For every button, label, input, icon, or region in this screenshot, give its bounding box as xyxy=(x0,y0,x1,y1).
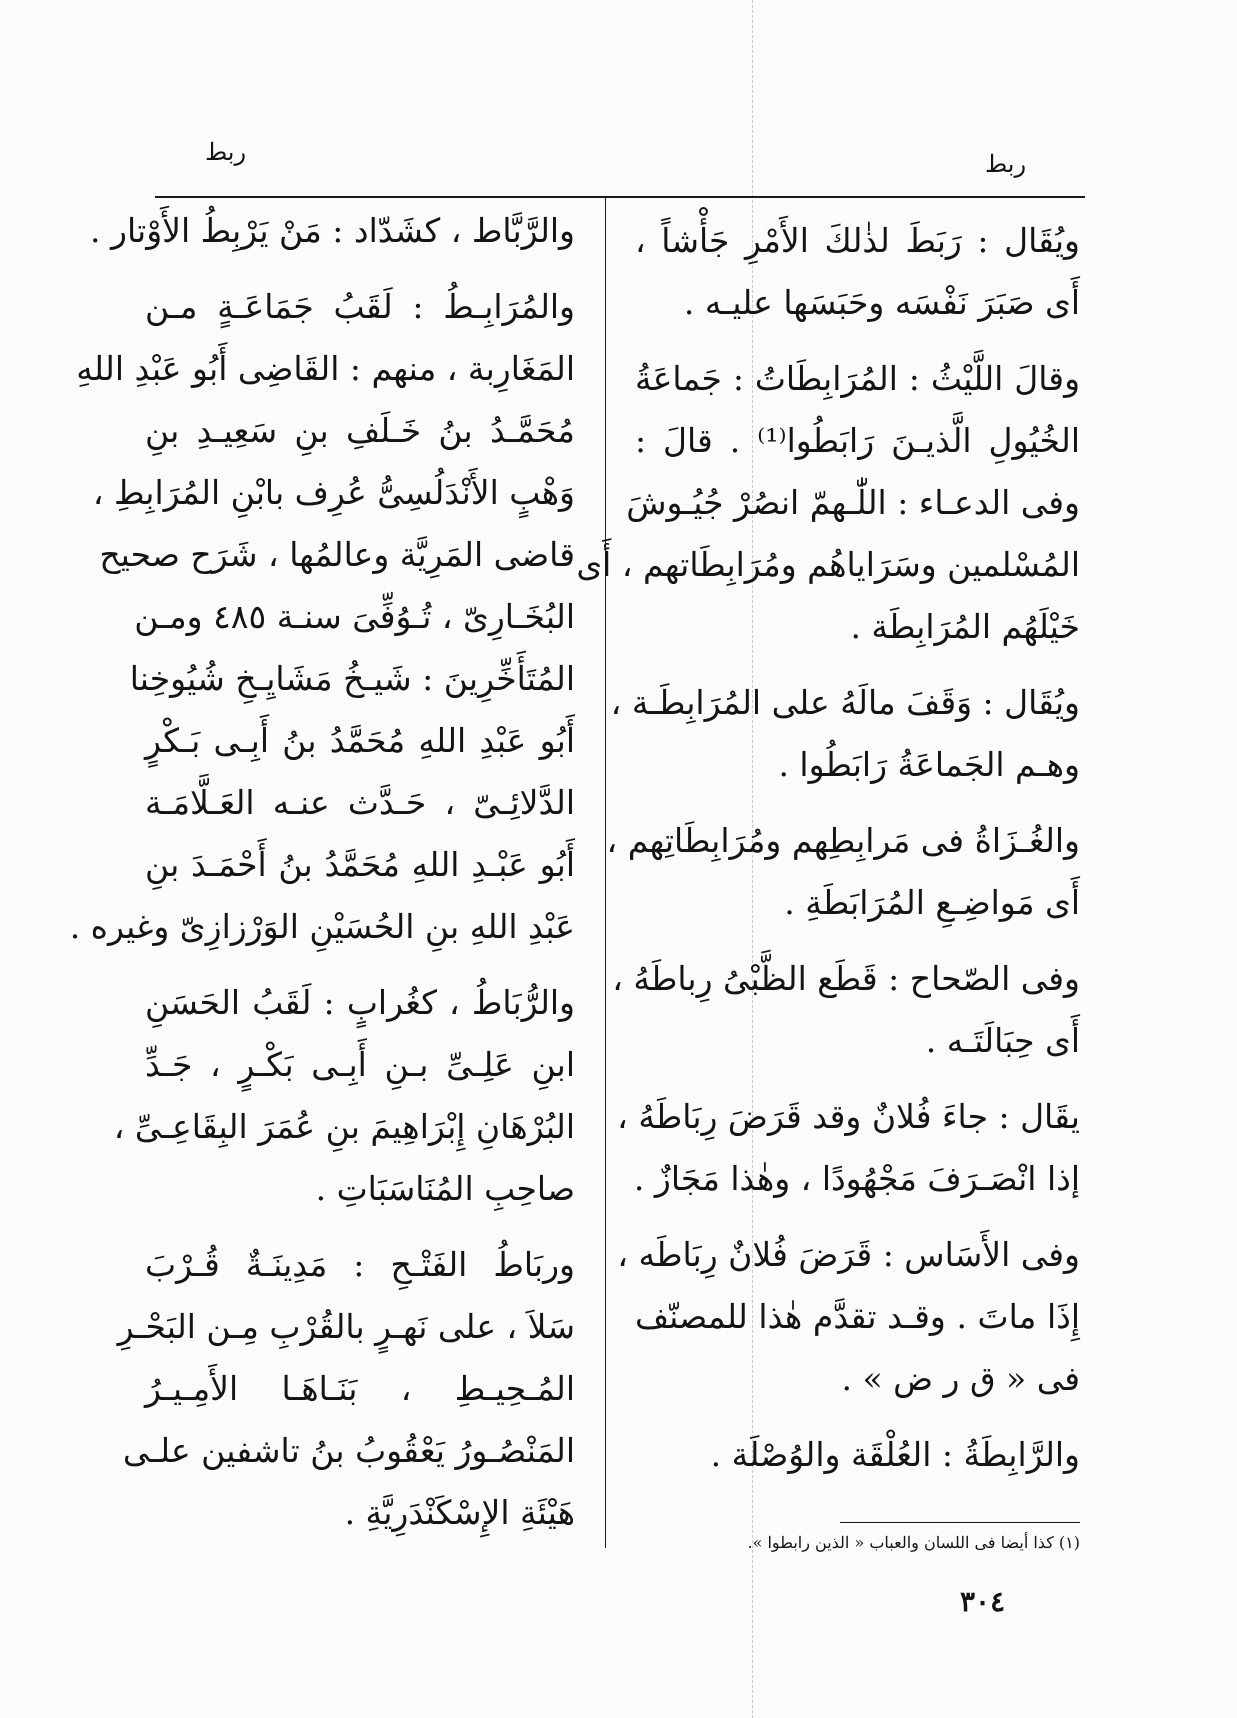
text-line: فى « ق ر ض » . xyxy=(841,1359,1080,1398)
running-header-right: ربط xyxy=(985,150,1027,178)
paragraph xyxy=(612,948,1080,1072)
text-line: المَنْصُـورُ يَعْقُوبُ بنُ تاشفين علـى xyxy=(122,1431,575,1470)
text-line: المَغَارِبة ، منهم : القَاضِى أَبُو عَبْدِ اللهِ xyxy=(76,349,575,388)
text-line: ويُقَال : وَقَفَ مالَهُ على المُرَابِطَـة ، xyxy=(610,683,1080,722)
text-line: وربَاطُ الفَتْـحِ : مَدِينَـةٌ قُـرْبَ xyxy=(145,1245,575,1284)
text-line: والمُرَابِـطُ : لَقَبُ جَمَاعَـةٍ مـن xyxy=(145,287,575,326)
paragraph xyxy=(635,210,1080,334)
page-number: ٣٠٤ xyxy=(960,1585,1006,1618)
paragraph xyxy=(635,1424,1080,1486)
text-line: صاحِبِ المُنَاسَبَاتِ . xyxy=(315,1169,575,1208)
paragraph xyxy=(606,810,1080,934)
text-line: أَبُو عَبْـدِ اللهِ مُحَمَّدُ بنُ أَحْمَـدَ بنِ xyxy=(145,845,575,884)
text-line: سَلاَ ، على نَهـرٍ بالقُرْبِ مِـن البَحْـرِ xyxy=(117,1307,575,1346)
text-line: أَى صَبَرَ نَفْسَه وحَبَسَها عليـه . xyxy=(683,283,1080,322)
text-line: والرَّابِطَةُ : العُلْقَة والوُصْلَة . xyxy=(710,1435,1080,1474)
text-line: ابنِ عَلِـىِّ بـنِ أَبِـى بَكْـرٍ ، جَـدِّ xyxy=(145,1045,575,1084)
text-line: يقَال : جاءَ فُلانٌ وقد قَرَضَ رِبَاطَهُ ، xyxy=(617,1097,1080,1136)
text-line: وهـم الجَماعَةُ رَابَطُوا . xyxy=(778,745,1080,784)
right-text-column xyxy=(576,210,1081,1500)
paragraph xyxy=(617,1224,1080,1410)
text-line: إذا انْصَـرَفَ مَجْهُودًا ، وهٰذا مَجَازٌ . xyxy=(633,1159,1080,1198)
text-line: مُحَمَّـدُ بنُ خَـلَفِ بنِ سَعِيـدِ بنِ xyxy=(145,411,575,450)
text-line: والغُـزَاةُ فى مَرابِطِهم ومُرَابِطَاتِهم ، xyxy=(606,821,1080,860)
text-line: المُتَأَخِّرِينَ : شَيـخُ مَشَايِـخِ شُيُوخِنا xyxy=(129,659,575,698)
paragraph xyxy=(617,1086,1080,1210)
paragraph xyxy=(576,348,1081,658)
text-line: والرَّبَّاط ، كشَدّاد : مَنْ يَرْبِطُ الأَوْتار . xyxy=(90,211,575,250)
paragraph xyxy=(69,276,575,958)
text-line: الدَّلائِـىّ ، حَـدَّث عنـه العَـلَّامَـة xyxy=(145,783,575,822)
text-line: البُرْهَانِ إِبْرَاهِيمَ بنِ عُمَرَ البِقَاعِـىِّ ، xyxy=(113,1107,575,1146)
text-line: وفى الدعـاء : اللّٰـهمّ انصُرْ جُيُـوشَ xyxy=(626,483,1080,522)
text-line: وقالَ اللَّيْثُ : المُرَابِطَاتُ : جَماعَةُ xyxy=(635,359,1080,398)
text-line: قاضى المَرِيَّة وعالمُها ، شَرَح صحيح xyxy=(99,535,575,574)
paragraph xyxy=(117,1234,575,1544)
running-header-left: ربط xyxy=(205,138,247,166)
paragraph xyxy=(610,672,1080,796)
text-line: وَهْبٍ الأَنْدَلُسِىُّ عُرِف بابْنِ المُرَابِطِ ، xyxy=(92,473,575,512)
text-line: وفى الأَسَاس : قَرَضَ فُلانٌ رِبَاطَه ، xyxy=(617,1235,1080,1274)
text-line: إِذَا ماتَ . وقـد تقدَّم هٰذا للمصنّف xyxy=(635,1297,1080,1336)
paragraph xyxy=(113,972,575,1220)
text-line: الخُيُولِ الَّذيـنَ رَابَطُوا⁽¹⁾ . قالَ : xyxy=(635,421,1081,460)
text-line: ويُقَال : رَبَطَ لذٰلكَ الأَمْرِ جَأْشاً ، xyxy=(635,221,1080,260)
text-line: هَيْئَةِ الإِسْكَنْدَرِيَّةِ . xyxy=(344,1493,575,1532)
left-text-column xyxy=(69,200,575,1558)
paragraph xyxy=(90,200,575,262)
text-line: أَى حِبَالَتَـه . xyxy=(925,1021,1080,1060)
text-line: أَبُو عَبْدِ اللهِ مُحَمَّدُ بنُ أَبِـى بَـكْرٍ xyxy=(145,721,575,760)
text-line: البُخَـارِىّ ، تُـوُفِّىَ سنـة ٤٨٥ ومـن xyxy=(134,597,575,636)
text-line: والرُّبَاطُ ، كغُرابٍ : لَقَبُ الحَسَنِ xyxy=(145,983,575,1022)
text-line: المُـحِيـطِ ، بَنَـاهَـا الأَمِـيـرُ xyxy=(145,1369,575,1408)
footnote-rule xyxy=(840,1522,1080,1523)
text-line: وفى الصّحاح : قَطَع الظَّبْىُ رِباطَهُ ، xyxy=(612,959,1080,998)
header-rule xyxy=(155,196,1085,198)
text-line: عَبْدِ اللهِ بنِ الحُسَيْنِ الوَرْزازِىّ وغيره . xyxy=(69,907,575,946)
text-line: المُسْلمين وسَرَاياهُم ومُرَابِطَاتهم ، أَى xyxy=(576,545,1080,584)
text-line: أَى مَواضِـعِ المُرَابَطَةِ . xyxy=(784,883,1080,922)
column-divider xyxy=(605,198,606,1548)
footnote: (١) كذا أيضا فى اللسان والعباب « الذين رابطوا ». xyxy=(747,1533,1080,1552)
text-line: خَيْلَهُم المُرَابِطَة . xyxy=(850,607,1080,646)
